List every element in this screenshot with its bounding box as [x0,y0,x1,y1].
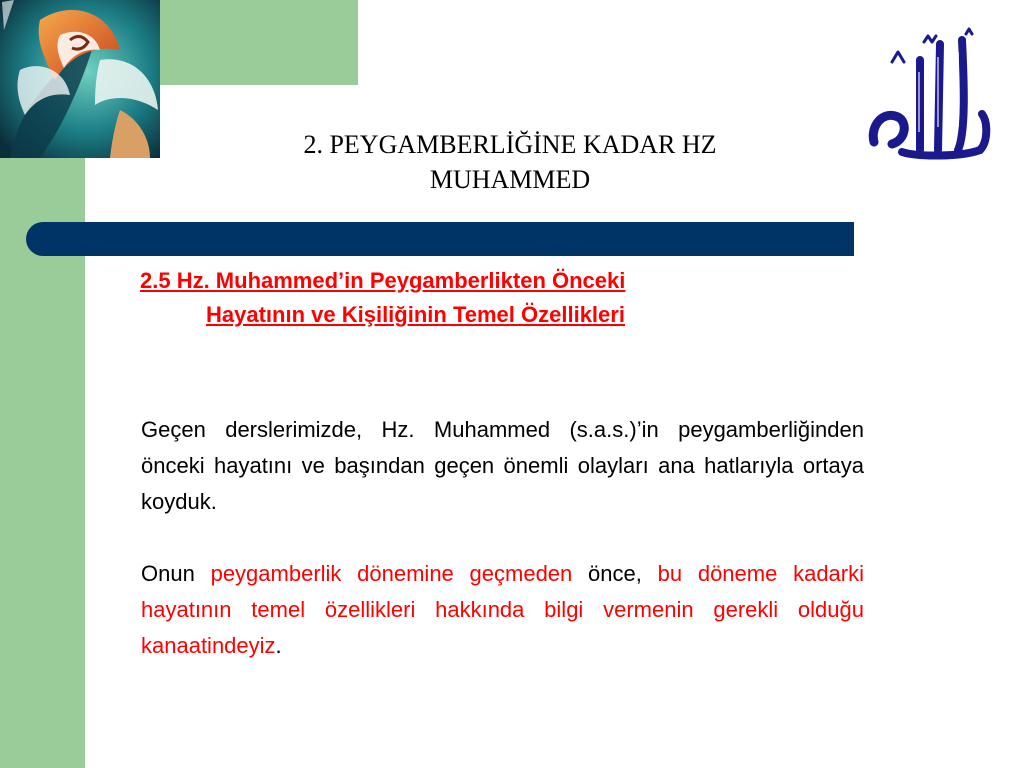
allah-calligraphy-icon [862,22,1000,167]
paragraph-2-part3: önce, [572,561,658,586]
corner-art-image [0,0,160,158]
subheading-line2: Hayatının ve Kişiliğinin Temel Özellikleri [206,302,625,327]
paragraph-2-highlight1: peygamberlik dönemine geçmeden [210,561,573,586]
paragraph-2-period: . [275,633,282,658]
slide-title-line2: MUHAMMED [429,165,591,194]
paragraph-2-part1: Onun [141,561,211,586]
allah-calligraphy [862,22,1000,167]
slide-title [190,127,830,197]
subheading-line1: 2.5 Hz. Muhammed’in Peygamberlikten Önceki [140,268,626,293]
title-divider-bar [26,222,854,256]
muhammad-calligraphy-flower-art [0,0,160,158]
paragraph-1: Geçen derslerimizde, Hz. Muhammed (s.a.s.)’in peygamberliğinden önceki hayatını ve başından geçen önemli olayları ana hatlarıyla ortaya koyduk. [141,417,864,514]
slide-title-line1: 2. PEYGAMBERLİĞİNE KADAR HZ [303,130,717,159]
section-subheading [140,264,830,332]
paragraph-2 [141,556,864,664]
paragraph-2-highlight2: bu döneme kadarki hayatının temel özellikleri hakkında bilgi vermenin gerekli olduğu kanaatindeyiz [141,561,864,658]
body-text [141,412,864,664]
